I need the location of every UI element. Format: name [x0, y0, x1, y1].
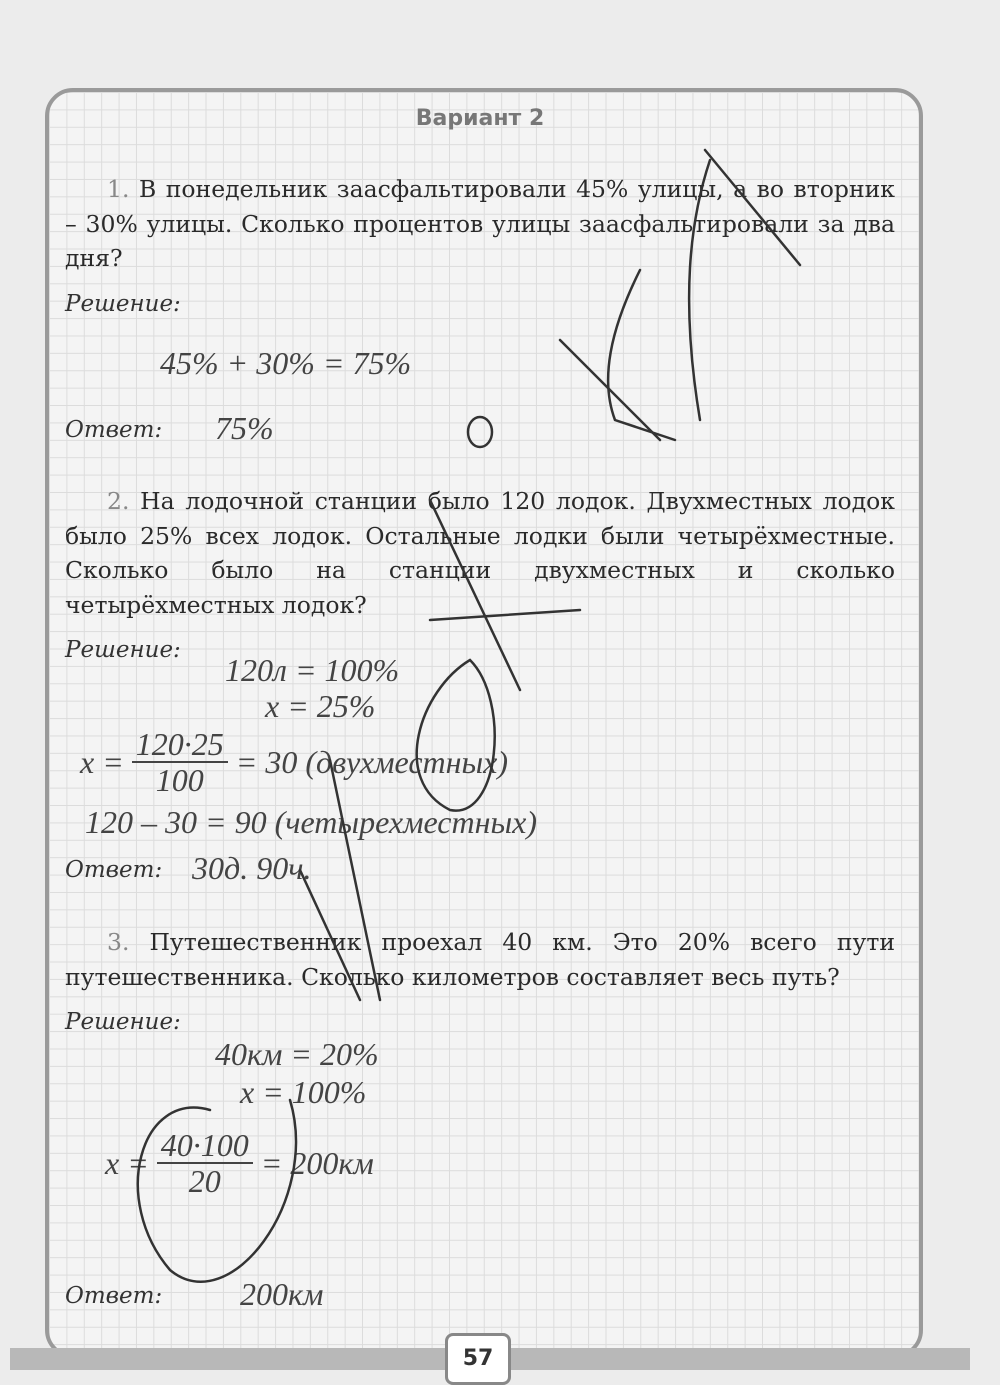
fraction: $\frac{40\cdot 100}{20}$	[157, 1128, 253, 1198]
task-1-solution-label: Решение:	[65, 291, 181, 317]
task-2-answer-label: Ответ:	[65, 857, 163, 883]
task-2-answer: 30д. 90ч.	[192, 850, 312, 886]
task-2-solution-line: 120 – 30 = 90 (четырехместных)	[85, 804, 537, 840]
task-3-answer: 200км	[240, 1276, 324, 1312]
task-2-solution-line: x = 25%	[265, 688, 376, 724]
task-2-solution-label: Решение:	[65, 637, 181, 663]
task-3-solution-line: 40км = 20%	[215, 1036, 379, 1072]
task-3-fraction-line: x = $\frac{40\cdot 100}{20}$ = 200км	[105, 1127, 374, 1199]
task-3-solution-label: Решение:	[65, 1009, 181, 1035]
task-3-answer-label: Ответ:	[65, 1283, 163, 1309]
task-1-solution-line: 45% + 30% = 75%	[160, 345, 412, 381]
task-1-text: 1. В понедельник заасфальтировали 45% улицы, а во вторник – 30% улицы. Сколько процентов улицы заасфальтировали за два дня?	[65, 175, 895, 272]
task-2-solution-line: 120л = 100%	[225, 652, 400, 688]
task-2-fraction-line: x = $\frac{120\cdot 25}{100}$ = 30 (двухместных)	[80, 726, 509, 798]
task-1-answer: 75%	[215, 410, 274, 446]
variant-title: Вариант 2	[415, 106, 545, 131]
task-2-text: 2. На лодочной станции было 120 лодок. Двухместных лодок было 25% всех лодок. Остальные лодки были четырёхместные. Сколько было на станции двухместных и сколько четырёхместных лодок?	[65, 487, 895, 619]
task-3-solution-line: x = 100%	[240, 1074, 367, 1110]
page-number: 57	[445, 1333, 511, 1385]
task-3-text: 3. Путешественник проехал 40 км. Это 20% всего пути путешественника. Сколько километров составляет весь путь?	[65, 928, 895, 991]
fraction: $\frac{120\cdot 25}{100}$	[132, 727, 228, 797]
task-1-answer-label: Ответ:	[65, 417, 163, 443]
